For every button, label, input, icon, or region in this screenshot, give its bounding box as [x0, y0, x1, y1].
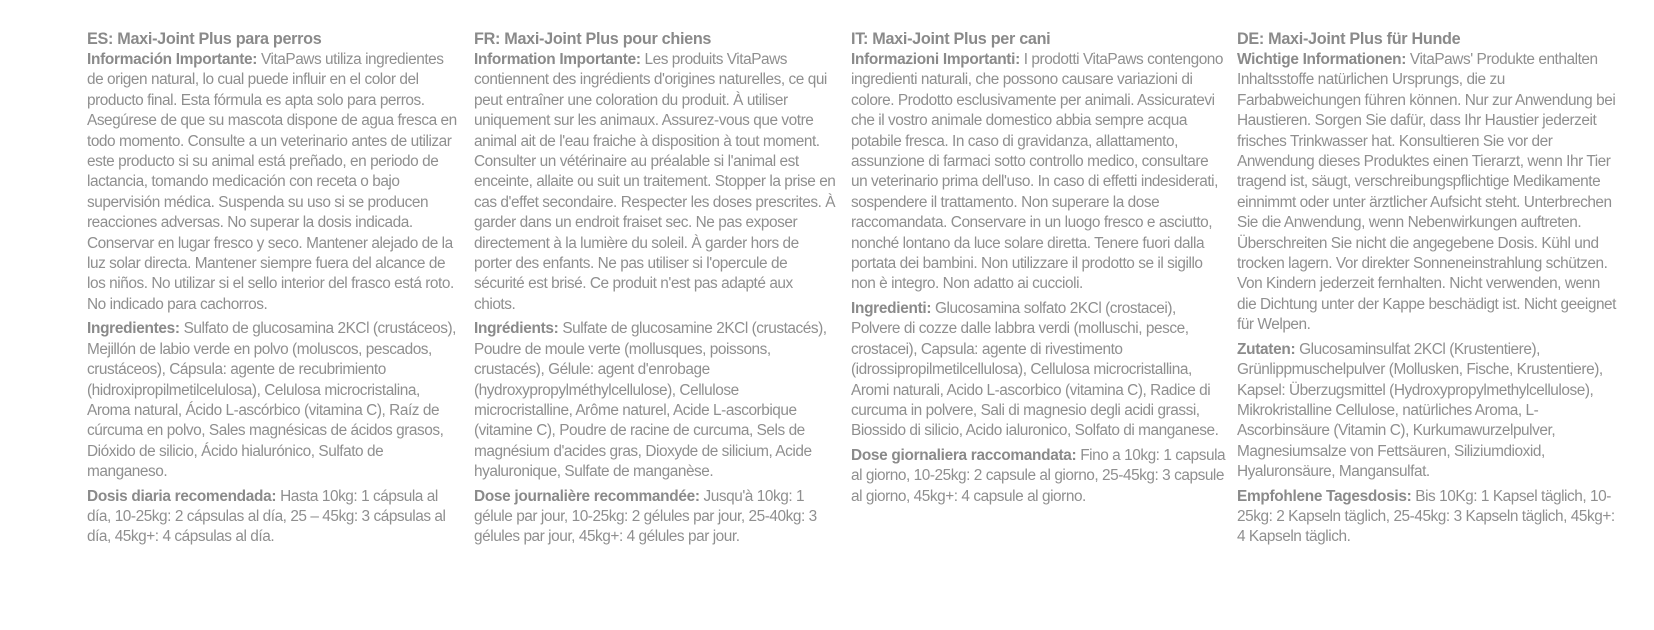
info-label: Información Importante: — [87, 51, 258, 68]
info-paragraph — [851, 50, 1226, 295]
dose-text: Jusqu'à 10kg: 1 gélule par jour, 10-25kg: 2 gélules par jour, 25-40kg: 3 gélules par jour, 45kg+: 4 gélules par jour. — [474, 487, 817, 546]
info-paragraph — [474, 50, 836, 315]
ingredients-label: Ingredienti: — [851, 299, 932, 317]
ingredients-text: Sulfate de glucosamine 2KCl (crustacés), Poudre de moule verte (mollusques, poissons, crustacés), Gélule: agent d'enrobage (hydroxypropylméthylcellulose), Cellulose microcristalline, Arôme naturel, Acide L-ascorbique (vitamine C), Poudre de racine de curcuma, Sels de magnésium d'acides gras, Dioxyde de silicium, Acide hyaluronique, Sulfate de manganèse. — [474, 320, 827, 481]
ingredients-label: Ingrédients: — [474, 320, 559, 338]
dose-paragraph — [474, 487, 836, 548]
column-title: FR: Maxi-Joint Plus pour chiens — [474, 30, 712, 48]
dose-label: Dose journalière recommandée: — [474, 487, 700, 505]
ingredients-text: Sulfato de glucosamina 2KCl (crustáceos), Mejillón de labio verde en polvo (moluscos, pescados, crustáceos), Cápsula: agente de recubrimiento (hidroxipropilmetilcelulosa), Celulosa microcristalina, Aroma natural, Ácido L-ascórbico (vitamina C), Raíz de cúrcuma en polvo, Sales magnésicas de ácidos grasos, Dióxido de silicio, Ácido hialurónico, Sulfato de manganeso. — [87, 320, 456, 481]
dose-text: Hasta 10kg: 1 cápsula al día, 10-25kg: 2 cápsulas al día, 25 – 45kg: 3 cápsulas al día, 45kg+: 4 cápsulas al día. — [87, 487, 446, 546]
dose-paragraph — [87, 487, 462, 548]
dose-label: Empfohlene Tagesdosis: — [1237, 487, 1412, 505]
info-text: I prodotti VitaPaws contengono ingredienti naturali, che possono causare variazioni di colore. Prodotto esclusivamente per animali. Assicuratevi che il vostro animale domestico abbia sempre acqua potabile fresca. In caso di gravidanza, allattamento, assunzione di farmaci sotto controllo medico, consultare un veterinario prima dell'uso. In caso di effetti indesiderati, sospendere il trattamento. Non superare la dose raccomandata. Conservare in un luogo fresco e asciutto, nonché lontano da luce solare diretta. Tenere fuori dalla portata dei bambini. Non utilizzare il prodotto se il sigillo non è integro. Non adatto ai cuccioli. — [851, 51, 1224, 293]
info-text: VitaPaws' Produkte enthalten Inhaltsstoffe natürlichen Ursprungs, die zu Farbabweichungen führen können. Nur zur Anwendung bei Haustieren. Sorgen Sie dafür, dass Ihr Haustier jederzeit frisches Trinkwasser hat. Konsultieren Sie vor der Anwendung dieses Produktes einen Tierarzt, wenn Ihr Tier tragend ist, säugt, verschreibungspflichtige Medikamente einnimmt oder unter ärztlicher Aufsicht steht. Unterbrechen Sie die Anwendung, wenn Nebenwirkungen auftreten. Überschreiten Sie nicht die angegebene Dosis. Kühl und trocken lagern. Vor direkter Sonneneinstrahlung schützen. Von Kindern jederzeit fernhalten. Nicht verwenden, wenn die Dichtung unter der Kappe beschädigt ist. Nicht geeignet für Welpen. — [1237, 51, 1616, 334]
info-paragraph — [87, 50, 462, 315]
ingredients-paragraph — [474, 319, 836, 482]
column-es — [87, 28, 462, 552]
ingredients-label: Ingredientes: — [87, 320, 180, 338]
info-label: Information Importante: — [474, 51, 641, 68]
info-paragraph — [1237, 50, 1622, 336]
column-it — [851, 28, 1226, 511]
dose-paragraph — [1237, 487, 1622, 548]
column-de — [1237, 28, 1622, 552]
info-text: Les produits VitaPaws contiennent des ingrédients d'origines naturelles, ce qui peut entraîner une coloration du produit. À utiliser uniquement sur les animaux. Assurez-vous que votre animal ait de l'eau fraiche à disposition à tout moment. Consulter un vétérinaire au préalable si l'animal est enceinte, allaite ou suit un traitement. Stopper la prise en cas d'effet secondaire. Respecter les doses prescrites. À garder dans un endroit fraiset sec. Ne pas exposer directement à la lumière du soleil. À garder hors de porter des enfants. Ne pas utiliser si l'opercule de sécurité est brisé. Ce produit n'est pas adapté aux chiots. — [474, 51, 836, 313]
ingredients-text: Glucosamina solfato 2KCl (crostacei), Polvere di cozze dalle labbra verdi (molluschi, pesce, crostacei), Capsula: agente di rivestimento (idrossipropilmetilcellulosa), Cellulosa microcristallina, Aromi naturali, Acido L-ascorbico (vitamina C), Radice di curcuma in polvere, Sali di magnesio degli acidi grassi, Biossido di silicio, Acido ialuronico, Solfato di manganese. — [851, 299, 1219, 440]
ingredients-paragraph — [1237, 340, 1622, 483]
info-label: Informazioni Importanti: — [851, 51, 1020, 68]
info-label: Wichtige Informationen: — [1237, 51, 1407, 68]
ingredients-paragraph — [851, 299, 1226, 442]
column-title: DE: Maxi-Joint Plus für Hunde — [1237, 30, 1461, 48]
column-title: ES: Maxi-Joint Plus para perros — [87, 30, 322, 48]
info-text: VitaPaws utiliza ingredientes de origen natural, lo cual puede influir en el color del producto final. Esta fórmula es apta solo para perros. Asegúrese de que su mascota dispone de agua fresca en todo momento. Consulte a un veterinario antes de utilizar este producto si su animal está preñado, en periodo de lactancia, tomando medicación con receta o bajo supervisión médica. Suspenda su uso si se producen reacciones adversas. No superar la dosis indicada. Conservar en lugar fresco y seco. Mantener alejado de la luz solar directa. Mantener siempre fuera del alcance de los niños. No utilizar si el sello interior del frasco está roto. No indicado para cachorros. — [87, 51, 457, 313]
ingredients-label: Zutaten: — [1237, 340, 1296, 358]
ingredients-paragraph — [87, 319, 462, 482]
dose-paragraph — [851, 446, 1226, 507]
ingredients-text: Glucosaminsulfat 2KCl (Krustentiere), Grünlippmuschelpulver (Mollusken, Fische, Krustentiere), Kapsel: Überzugsmittel (Hydroxypropylmethylcellulose), Mikrokristalline Cellulose, natürliches Aroma, L-Ascorbinsäure (Vitamin C), Kurkumawurzelpulver, Magnesiumsalze von Fettsäuren, Siliziumdioxid, Hyaluronsäure, Mangansulfat. — [1237, 340, 1603, 481]
dose-label: Dosis diaria recomendada: — [87, 487, 277, 505]
dose-label: Dose giornaliera raccomandata: — [851, 446, 1077, 464]
column-fr — [474, 28, 836, 552]
column-title: IT: Maxi-Joint Plus per cani — [851, 30, 1051, 48]
dose-text: Fino a 10kg: 1 capsula al giorno, 10-25kg: 2 capsule al giorno, 25-45kg: 3 capsule al giorno, 45kg+: 4 capsule al giorno. — [851, 446, 1226, 505]
dose-text: Bis 10Kg: 1 Kapsel täglich, 10-25kg: 2 Kapseln täglich, 25-45kg: 3 Kapseln täglich, 45kg+: 4 Kapseln täglich. — [1237, 487, 1615, 546]
